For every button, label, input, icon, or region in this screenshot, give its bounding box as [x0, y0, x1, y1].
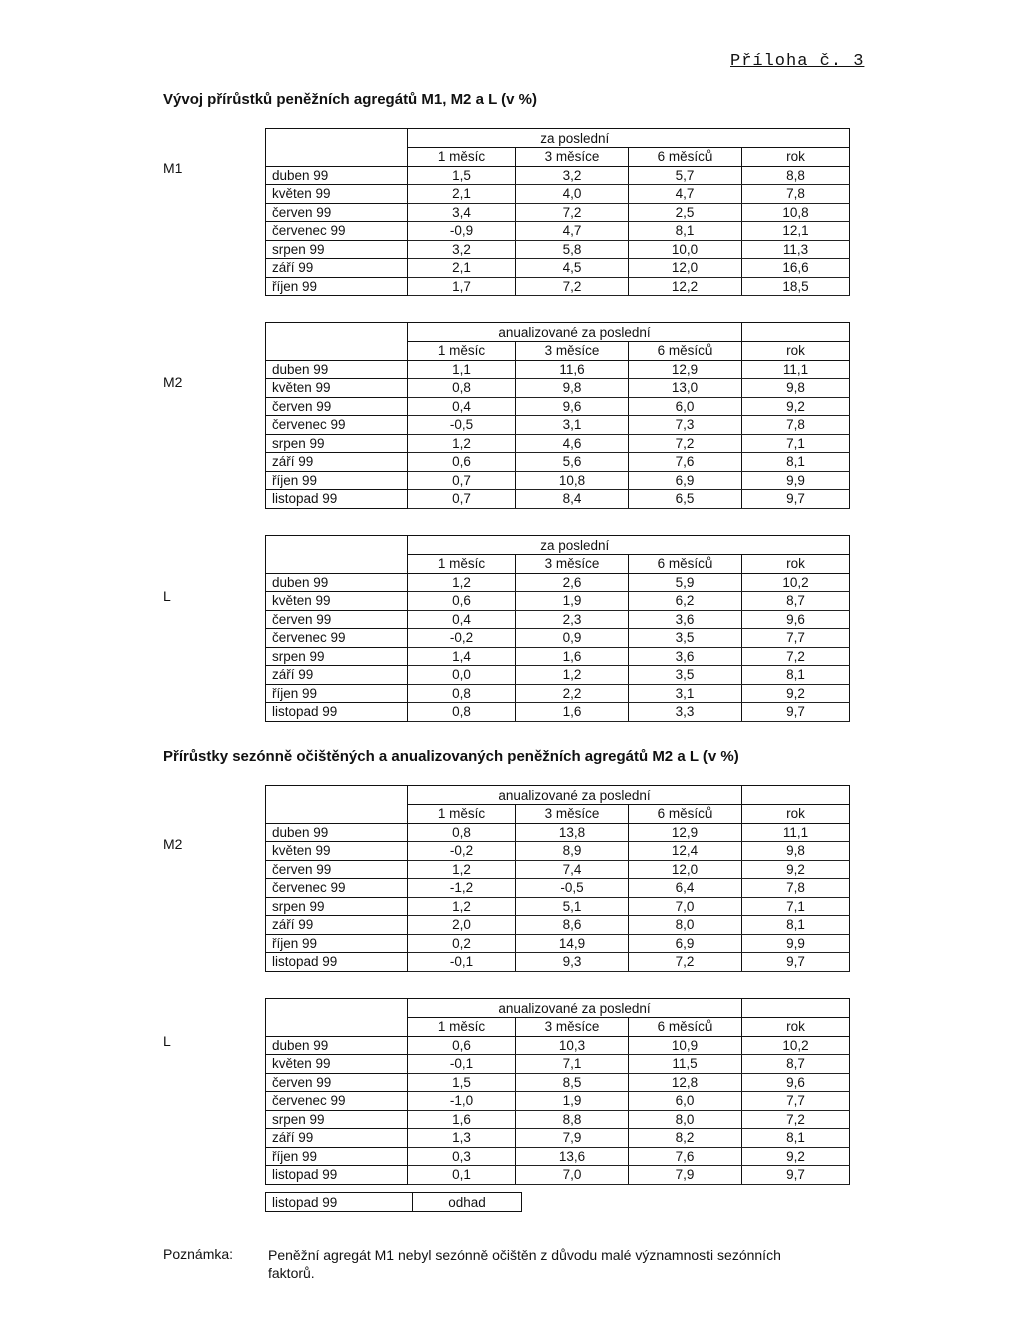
value-cell: 0,9: [516, 629, 629, 648]
table-row: [266, 842, 850, 861]
value-cell: 8,6: [516, 916, 629, 935]
annex-label: Příloha č. 3: [730, 52, 865, 71]
value-cell: -0,5: [516, 879, 629, 898]
value-cell: 7,1: [742, 897, 850, 916]
period-cell: září 99: [266, 259, 408, 278]
period-cell: květen 99: [266, 379, 408, 398]
value-cell: 9,7: [742, 1166, 850, 1185]
period-cell: duben 99: [266, 360, 408, 379]
value-cell: 1,5: [408, 1073, 516, 1092]
value-cell: 9,9: [742, 471, 850, 490]
value-cell: 10,2: [742, 1036, 850, 1055]
table-row: [266, 1147, 850, 1166]
value-cell: 2,3: [516, 610, 629, 629]
period-cell: květen 99: [266, 1055, 408, 1074]
value-cell: 6,2: [629, 592, 742, 611]
value-cell: 13,8: [516, 823, 629, 842]
value-cell: 3,5: [629, 666, 742, 685]
value-cell: 0,6: [408, 592, 516, 611]
value-cell: 12,9: [629, 360, 742, 379]
value-cell: 9,7: [742, 953, 850, 972]
table-row: [266, 166, 850, 185]
value-cell: 0,7: [408, 471, 516, 490]
table-row: [266, 416, 850, 435]
value-cell: -0,2: [408, 842, 516, 861]
note-label: Poznámka:: [163, 1246, 234, 1262]
value-cell: 7,2: [742, 647, 850, 666]
section-heading-growth: Vývoj přírůstků peněžních agregátů M1, M2 a L (v %): [163, 91, 537, 108]
period-cell: říjen 99: [266, 1147, 408, 1166]
value-cell: 0,6: [408, 1036, 516, 1055]
value-cell: 13,6: [516, 1147, 629, 1166]
table-row: [266, 703, 850, 722]
value-cell: 3,1: [516, 416, 629, 435]
column-header: 1 měsíc: [408, 555, 516, 574]
value-cell: 8,1: [629, 222, 742, 241]
value-cell: 14,9: [516, 934, 629, 953]
value-cell: 2,1: [408, 259, 516, 278]
table-row: [266, 953, 850, 972]
value-cell: -1,2: [408, 879, 516, 898]
table-row: [266, 240, 850, 259]
section-heading-seasonal: Přírůstky sezónně očištěných a anualizovaných peněžních agregátů M2 a L (v %): [163, 748, 739, 765]
value-cell: 7,2: [629, 434, 742, 453]
column-header: 1 měsíc: [408, 805, 516, 824]
value-cell: 12,1: [742, 222, 850, 241]
value-cell: 6,5: [629, 490, 742, 509]
value-cell: 1,6: [408, 1110, 516, 1129]
column-header: rok: [742, 148, 850, 167]
table-row: [266, 1110, 850, 1129]
table-row: [266, 379, 850, 398]
value-cell: 3,3: [629, 703, 742, 722]
aggregate-label: M2: [163, 836, 183, 852]
period-cell: květen 99: [266, 592, 408, 611]
value-cell: 0,1: [408, 1166, 516, 1185]
period-cell: květen 99: [266, 842, 408, 861]
value-cell: 1,7: [408, 277, 516, 296]
column-header: 6 měsíců: [629, 805, 742, 824]
table-row: [266, 277, 850, 296]
value-cell: 1,9: [516, 1092, 629, 1111]
table-row: [266, 259, 850, 278]
column-header: 3 měsíce: [516, 148, 629, 167]
value-cell: 9,8: [516, 379, 629, 398]
table-row: [266, 897, 850, 916]
value-cell: 8,1: [742, 916, 850, 935]
value-cell: 7,9: [629, 1166, 742, 1185]
table-row: [266, 203, 850, 222]
value-cell: 9,9: [742, 934, 850, 953]
value-cell: 7,9: [516, 1129, 629, 1148]
column-header: 1 měsíc: [408, 148, 516, 167]
value-cell: 1,4: [408, 647, 516, 666]
value-cell: 11,3: [742, 240, 850, 259]
value-cell: 7,6: [629, 1147, 742, 1166]
value-cell: 5,7: [629, 166, 742, 185]
value-cell: 3,1: [629, 684, 742, 703]
value-cell: -1,0: [408, 1092, 516, 1111]
value-cell: 11,1: [742, 823, 850, 842]
period-cell: červenec 99: [266, 416, 408, 435]
value-cell: 3,4: [408, 203, 516, 222]
value-cell: 11,5: [629, 1055, 742, 1074]
table-row: [266, 1166, 850, 1185]
table-group-header: za poslední: [408, 536, 742, 555]
value-cell: 4,7: [629, 185, 742, 204]
column-header: 6 měsíců: [629, 1018, 742, 1037]
value-cell: 0,8: [408, 703, 516, 722]
value-cell: 4,0: [516, 185, 629, 204]
value-cell: 3,2: [408, 240, 516, 259]
column-header: 6 měsíců: [629, 342, 742, 361]
value-cell: 5,6: [516, 453, 629, 472]
value-cell: 0,7: [408, 490, 516, 509]
period-cell: listopad 99: [266, 953, 408, 972]
value-cell: 7,1: [742, 434, 850, 453]
period-cell: červen 99: [266, 203, 408, 222]
value-cell: 8,9: [516, 842, 629, 861]
value-cell: 8,5: [516, 1073, 629, 1092]
table-row: [266, 434, 850, 453]
value-cell: 2,2: [516, 684, 629, 703]
value-cell: 9,6: [742, 1073, 850, 1092]
table-row: [266, 879, 850, 898]
value-cell: 7,2: [516, 203, 629, 222]
value-cell: 13,0: [629, 379, 742, 398]
table-row: [266, 916, 850, 935]
column-header: rok: [742, 555, 850, 574]
data-table: [265, 535, 850, 722]
value-cell: 18,5: [742, 277, 850, 296]
data-table: [265, 998, 850, 1185]
table-row: [266, 490, 850, 509]
value-cell: 16,6: [742, 259, 850, 278]
value-cell: 9,8: [742, 842, 850, 861]
value-cell: -0,9: [408, 222, 516, 241]
period-cell: říjen 99: [266, 471, 408, 490]
table-row: [266, 860, 850, 879]
table-row: [266, 397, 850, 416]
value-cell: 10,0: [629, 240, 742, 259]
table-row: [266, 453, 850, 472]
period-cell: říjen 99: [266, 684, 408, 703]
value-cell: 8,1: [742, 666, 850, 685]
value-cell: 9,2: [742, 397, 850, 416]
aggregate-label: L: [163, 1033, 171, 1049]
value-cell: 12,8: [629, 1073, 742, 1092]
value-cell: 3,2: [516, 166, 629, 185]
value-cell: 7,8: [742, 879, 850, 898]
value-cell: 10,9: [629, 1036, 742, 1055]
value-cell: 9,7: [742, 490, 850, 509]
period-cell: listopad 99: [266, 703, 408, 722]
value-cell: 9,3: [516, 953, 629, 972]
value-cell: 7,6: [629, 453, 742, 472]
value-cell: 6,9: [629, 934, 742, 953]
column-header: 3 měsíce: [516, 342, 629, 361]
period-cell: duben 99: [266, 823, 408, 842]
value-cell: 3,6: [629, 610, 742, 629]
period-cell: srpen 99: [266, 434, 408, 453]
value-cell: 7,0: [516, 1166, 629, 1185]
period-cell: duben 99: [266, 1036, 408, 1055]
table-row: [266, 1129, 850, 1148]
aggregate-label: M2: [163, 374, 183, 390]
value-cell: 10,3: [516, 1036, 629, 1055]
period-cell: srpen 99: [266, 1110, 408, 1129]
table-row: [266, 610, 850, 629]
aggregate-label: L: [163, 588, 171, 604]
estimate-period: listopad 99: [266, 1193, 413, 1212]
table-row: [266, 684, 850, 703]
data-table: [265, 322, 850, 509]
value-cell: 7,7: [742, 629, 850, 648]
period-cell: září 99: [266, 453, 408, 472]
period-cell: říjen 99: [266, 277, 408, 296]
value-cell: 7,2: [742, 1110, 850, 1129]
value-cell: 1,2: [516, 666, 629, 685]
value-cell: 7,2: [629, 953, 742, 972]
column-header: 1 měsíc: [408, 1018, 516, 1037]
period-cell: duben 99: [266, 166, 408, 185]
value-cell: 9,6: [742, 610, 850, 629]
value-cell: 11,6: [516, 360, 629, 379]
value-cell: 9,7: [742, 703, 850, 722]
value-cell: 2,5: [629, 203, 742, 222]
value-cell: 7,8: [742, 185, 850, 204]
value-cell: 7,7: [742, 1092, 850, 1111]
value-cell: 1,3: [408, 1129, 516, 1148]
value-cell: 0,3: [408, 1147, 516, 1166]
value-cell: 8,1: [742, 453, 850, 472]
value-cell: 12,0: [629, 860, 742, 879]
value-cell: 12,9: [629, 823, 742, 842]
value-cell: 8,0: [629, 1110, 742, 1129]
value-cell: 11,1: [742, 360, 850, 379]
table-group-header: anualizované za poslední: [408, 786, 742, 805]
value-cell: 9,2: [742, 684, 850, 703]
value-cell: 8,8: [516, 1110, 629, 1129]
column-header: 3 měsíce: [516, 555, 629, 574]
value-cell: 8,8: [742, 166, 850, 185]
table-row: [266, 629, 850, 648]
table-row: [266, 360, 850, 379]
value-cell: 9,2: [742, 860, 850, 879]
value-cell: -0,2: [408, 629, 516, 648]
value-cell: 1,2: [408, 897, 516, 916]
value-cell: 9,2: [742, 1147, 850, 1166]
value-cell: -0,5: [408, 416, 516, 435]
column-header: 1 měsíc: [408, 342, 516, 361]
table-row: [266, 823, 850, 842]
value-cell: -0,1: [408, 953, 516, 972]
value-cell: 4,7: [516, 222, 629, 241]
table-row: [266, 647, 850, 666]
column-header: rok: [742, 1018, 850, 1037]
table-row: [266, 1055, 850, 1074]
value-cell: 2,1: [408, 185, 516, 204]
table-row: [266, 666, 850, 685]
period-cell: červen 99: [266, 860, 408, 879]
period-cell: červen 99: [266, 1073, 408, 1092]
period-cell: duben 99: [266, 573, 408, 592]
value-cell: 10,2: [742, 573, 850, 592]
period-cell: červenec 99: [266, 1092, 408, 1111]
table-row: [266, 1092, 850, 1111]
value-cell: 4,5: [516, 259, 629, 278]
value-cell: 1,2: [408, 860, 516, 879]
value-cell: 1,2: [408, 573, 516, 592]
period-cell: září 99: [266, 1129, 408, 1148]
value-cell: 0,0: [408, 666, 516, 685]
value-cell: 5,8: [516, 240, 629, 259]
period-cell: září 99: [266, 916, 408, 935]
estimate-legend: [265, 1192, 522, 1212]
table-group-header: anualizované za poslední: [408, 323, 742, 342]
value-cell: 8,0: [629, 916, 742, 935]
value-cell: 10,8: [516, 471, 629, 490]
column-header: 6 měsíců: [629, 148, 742, 167]
period-cell: listopad 99: [266, 490, 408, 509]
period-cell: červenec 99: [266, 879, 408, 898]
value-cell: 7,8: [742, 416, 850, 435]
note-text: Peněžní agregát M1 nebyl sezónně očištěn z důvodu malé významnosti sezónních faktorů.: [268, 1247, 781, 1281]
period-cell: červen 99: [266, 610, 408, 629]
value-cell: 4,6: [516, 434, 629, 453]
value-cell: 3,6: [629, 647, 742, 666]
value-cell: 0,8: [408, 684, 516, 703]
value-cell: 1,1: [408, 360, 516, 379]
period-cell: srpen 99: [266, 897, 408, 916]
value-cell: 3,5: [629, 629, 742, 648]
value-cell: 7,0: [629, 897, 742, 916]
value-cell: 7,2: [516, 277, 629, 296]
value-cell: 2,0: [408, 916, 516, 935]
table-row: [266, 1073, 850, 1092]
data-table: [265, 128, 850, 296]
column-header: 6 měsíců: [629, 555, 742, 574]
value-cell: 9,6: [516, 397, 629, 416]
value-cell: 1,6: [516, 703, 629, 722]
value-cell: 1,6: [516, 647, 629, 666]
table-row: [266, 934, 850, 953]
table-group-header: za poslední: [408, 129, 742, 148]
period-cell: srpen 99: [266, 240, 408, 259]
value-cell: 0,2: [408, 934, 516, 953]
value-cell: 0,8: [408, 823, 516, 842]
table-row: [266, 592, 850, 611]
value-cell: 8,1: [742, 1129, 850, 1148]
estimate-label: odhad: [413, 1193, 522, 1212]
table-row: [266, 1036, 850, 1055]
table-row: [266, 185, 850, 204]
value-cell: 6,0: [629, 1092, 742, 1111]
table-row: [266, 573, 850, 592]
period-cell: říjen 99: [266, 934, 408, 953]
value-cell: 8,4: [516, 490, 629, 509]
period-cell: červenec 99: [266, 629, 408, 648]
table-row: [266, 222, 850, 241]
value-cell: 10,8: [742, 203, 850, 222]
column-header: 3 měsíce: [516, 805, 629, 824]
value-cell: 0,8: [408, 379, 516, 398]
value-cell: 6,9: [629, 471, 742, 490]
value-cell: 12,2: [629, 277, 742, 296]
value-cell: 8,7: [742, 592, 850, 611]
column-header: 3 měsíce: [516, 1018, 629, 1037]
value-cell: 0,6: [408, 453, 516, 472]
value-cell: 1,9: [516, 592, 629, 611]
value-cell: 1,5: [408, 166, 516, 185]
period-cell: červen 99: [266, 397, 408, 416]
value-cell: 5,9: [629, 573, 742, 592]
value-cell: 5,1: [516, 897, 629, 916]
value-cell: 7,3: [629, 416, 742, 435]
value-cell: 8,2: [629, 1129, 742, 1148]
value-cell: -0,1: [408, 1055, 516, 1074]
aggregate-label: M1: [163, 160, 183, 176]
period-cell: září 99: [266, 666, 408, 685]
value-cell: 12,0: [629, 259, 742, 278]
value-cell: 9,8: [742, 379, 850, 398]
value-cell: 0,4: [408, 397, 516, 416]
value-cell: 2,6: [516, 573, 629, 592]
value-cell: 7,4: [516, 860, 629, 879]
value-cell: 6,4: [629, 879, 742, 898]
period-cell: srpen 99: [266, 647, 408, 666]
value-cell: 6,0: [629, 397, 742, 416]
value-cell: 8,7: [742, 1055, 850, 1074]
table-group-header: anualizované za poslední: [408, 999, 742, 1018]
period-cell: červenec 99: [266, 222, 408, 241]
period-cell: listopad 99: [266, 1166, 408, 1185]
data-table: [265, 785, 850, 972]
period-cell: květen 99: [266, 185, 408, 204]
value-cell: 0,4: [408, 610, 516, 629]
column-header: rok: [742, 805, 850, 824]
column-header: rok: [742, 342, 850, 361]
table-row: [266, 471, 850, 490]
value-cell: 1,2: [408, 434, 516, 453]
value-cell: 7,1: [516, 1055, 629, 1074]
value-cell: 12,4: [629, 842, 742, 861]
